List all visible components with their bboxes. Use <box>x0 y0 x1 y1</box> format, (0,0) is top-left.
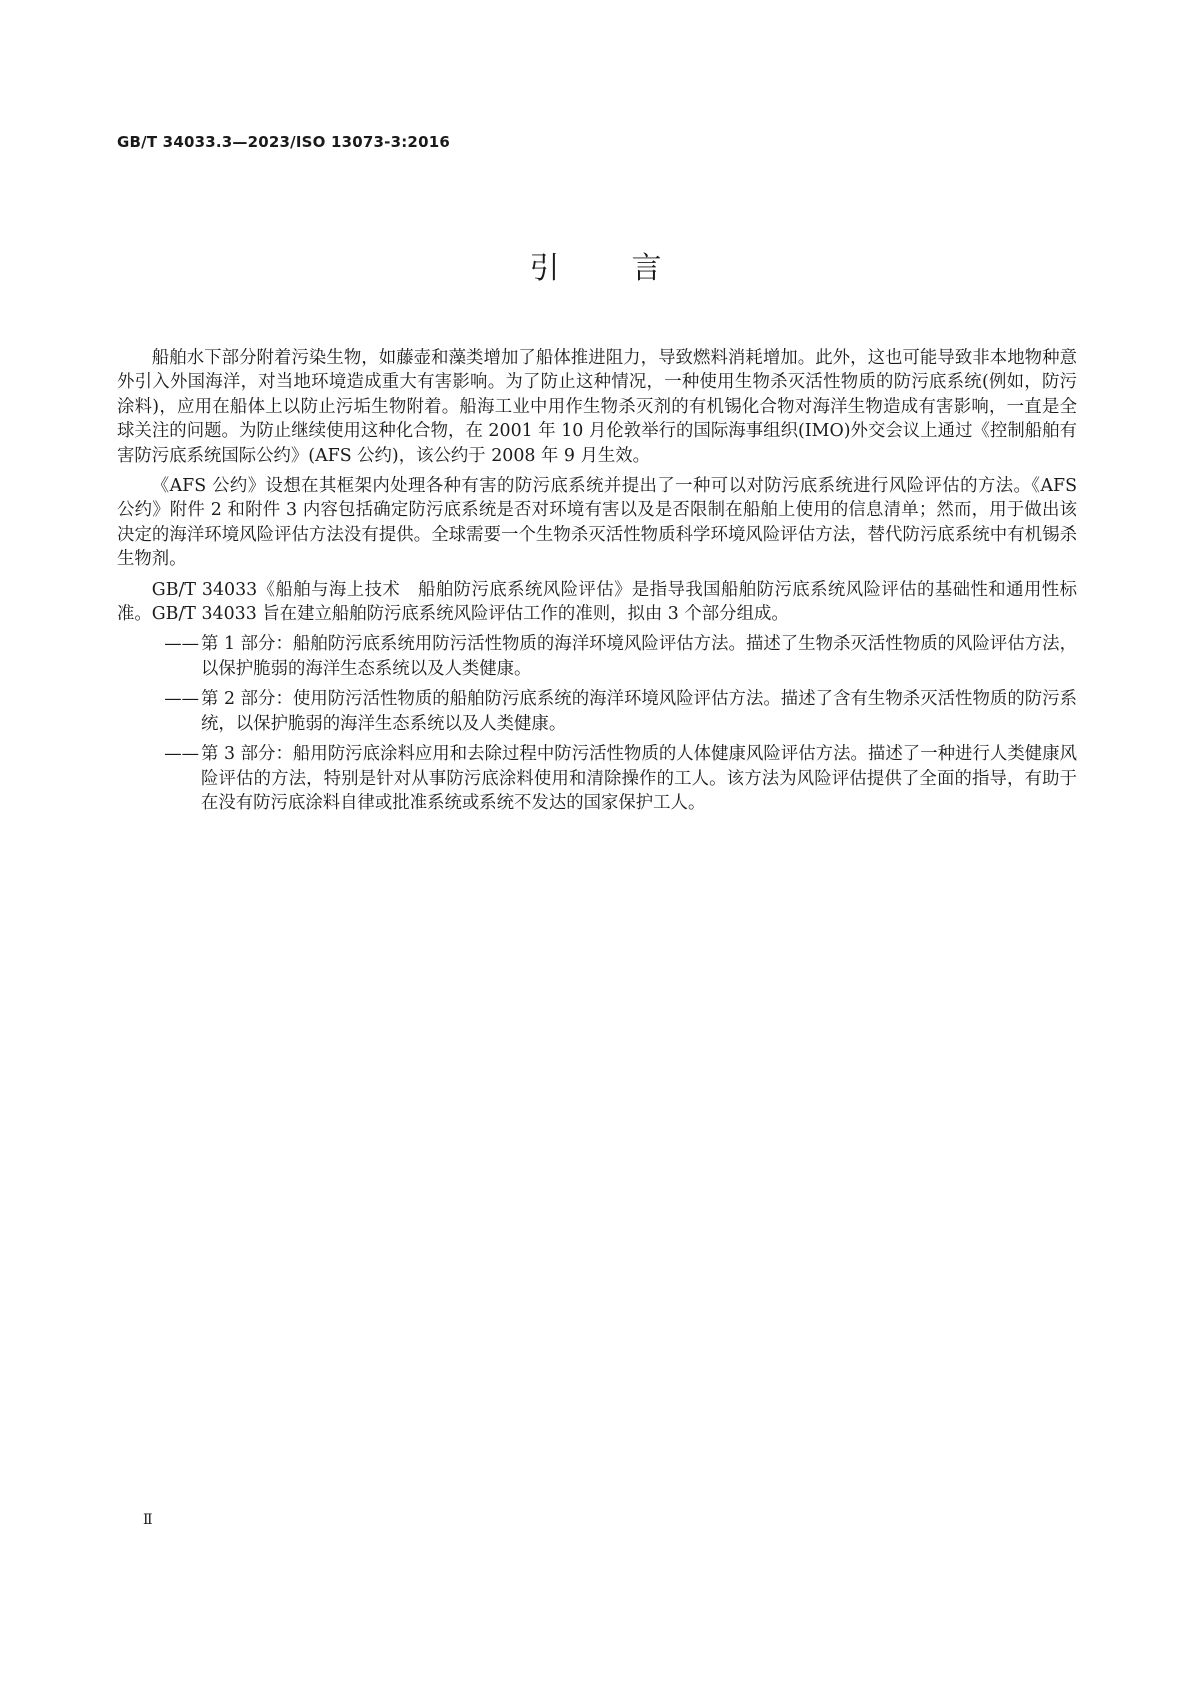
list-item <box>117 687 1077 736</box>
paragraph: 《AFS 公约》设想在其框架内处理各种有害的防污底系统并提出了一种可以对防污底系统进行风险评估的方法。《AFS 公约》附件 2 和附件 3 内容包括确定防污底系统是否对环境有害以及是否限制在船舶上使用的信息清单；然而，用于做出该决定的海洋环境风险评估方法没有提供。全球需要一个生物杀灭活性物质科学环境风险评估方法，替代防污底系统中有机锡杀生物剂。 <box>117 476 1077 570</box>
page-title: 引言 <box>529 251 734 286</box>
list-item <box>117 742 1077 815</box>
list-item-text: 第 2 部分：使用防污活性物质的船舶防污底系统的海洋环境风险评估方法。描述了含有生物杀灭活性物质的防污系统，以保护脆弱的海洋生态系统以及人类健康。 <box>201 689 1077 734</box>
list-item-text: 第 3 部分：船用防污底涂料应用和去除过程中防污活性物质的人体健康风险评估方法。描述了一种进行人类健康风险评估的方法，特别是针对从事防污底涂料使用和清除操作的工人。该方法为风险评估提供了全面的指导，有助于在没有防污底涂料自律或批准系统或系统不发达的国家保护工人。 <box>201 744 1077 813</box>
paragraph: GB/T 34033《船舶与海上技术 船舶防污底系统风险评估》是指导我国船舶防污底系统风险评估的基础性和通用性标准。GB/T 34033 旨在建立船舶防污底系统风险评估工作的准则，拟由 3 个部分组成。 <box>117 579 1077 625</box>
document-body <box>117 346 1077 821</box>
list-item <box>117 632 1077 681</box>
list-item-text: 第 1 部分：船舶防污底系统用防污活性物质的海洋环境风险评估方法。描述了生物杀灭活性物质的风险评估方法，以保护脆弱的海洋生态系统以及人类健康。 <box>201 634 1077 679</box>
dash-marker: —— <box>164 744 199 765</box>
page-number: Ⅱ <box>143 1512 153 1528</box>
dash-marker: —— <box>164 634 199 655</box>
paragraph: 船舶水下部分附着污染生物，如藤壶和藻类增加了船体推进阻力，导致燃料消耗增加。此外，这也可能导致非本地物种意外引入外国海洋，对当地环境造成重大有害影响。为了防止这种情况，一种使用生物杀灭活性物质的防污底系统(例如，防污涂料)，应用在船体上以防止污垢生物附着。船海工业中用作生物杀灭剂的有机锡化合物对海洋生物造成有害影响，一直是全球关注的问题。为防止继续使用这种化合物，在 2001 年 10 月伦敦举行的国际海事组织(IMO)外交会议上通过《控制船舶有害防污底系统国际公约》(AFS 公约)，该公约于 2008 年 9 月生效。 <box>117 348 1077 466</box>
standard-number-header: GB/T 34033.3—2023/ISO 13073-3:2016 <box>117 133 450 151</box>
dash-marker: —— <box>164 689 199 710</box>
